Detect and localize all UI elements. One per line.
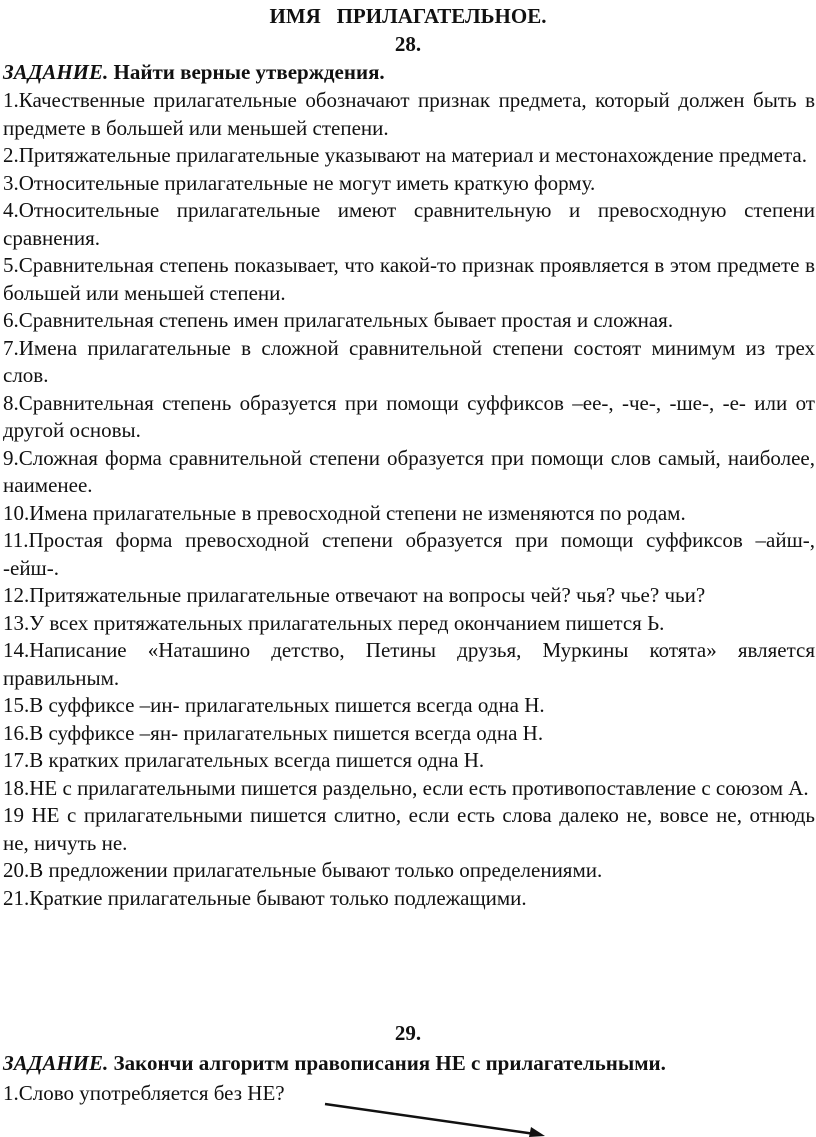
statement-item: 18.НЕ с прилагательными пишется раздельно, если есть противопоставление с союзом А. <box>3 775 809 800</box>
statement-item: 19 НЕ с прилагательными пишется слитно, если есть слова далеко не, вовсе не, отнюдь не, ничуть не. <box>3 803 815 855</box>
task-text: Закончи алгоритм правописания НЕ с прилагательными. <box>108 1051 666 1075</box>
arrow-head <box>529 1127 545 1137</box>
arrow-line <box>325 1104 535 1134</box>
statement-item: 10.Имена прилагательные в превосходной степени не изменяются по родам. <box>3 500 686 525</box>
statement-item: 7.Имена прилагательные в сложной сравнительной степени состоят минимум из трех слов. <box>3 335 815 387</box>
statement-item: 20.В предложении прилагательные бывают только определениями. <box>3 858 603 882</box>
statement-item: 17.В кратких прилагательных всегда пишется одна Н. <box>3 748 485 772</box>
statement-item: 11.Простая форма превосходной степени образуется при помощи суффиксов –айш-, -ейш-. <box>3 528 815 580</box>
statement-item: 8.Сравнительная степень образуется при помощи суффиксов –ее-, -че-, -ше-, -е- или от другой основы. <box>3 390 815 442</box>
statement-item: 3.Относительные прилагательные не могут иметь краткую форму. <box>3 170 596 195</box>
exercise-number-28: 28. <box>394 32 422 56</box>
task-label: ЗАДАНИЕ. <box>3 60 109 84</box>
statement-item: 4.Относительные прилагательные имеют сравнительную и превосходную степени сравнения. <box>3 198 815 250</box>
algorithm-step-1: 1.Слово употребляется без НЕ? <box>3 1081 285 1105</box>
task-label: ЗАДАНИЕ. <box>3 1051 109 1075</box>
statement-item: 15.В суффиксе –ин- прилагательных пишется всегда одна Н. <box>3 693 545 717</box>
statement-item: 13.У всех притяжательных прилагательных перед окончанием пишется Ь. <box>3 610 665 635</box>
statement-item: 5.Сравнительная степень показывает, что какой-то признак проявляется в этом предмете в большей или меньшей степени. <box>3 253 815 305</box>
document-title: ИМЯ ПРИЛАГАТЕЛЬНОЕ. <box>269 4 547 28</box>
statement-item: 6.Сравнительная степень имен прилагательных бывает простая и сложная. <box>3 308 674 332</box>
statement-item: 21.Краткие прилагательные бывают только подлежащими. <box>3 885 527 910</box>
statement-item: 1.Качественные прилагательные обозначают признак предмета, который должен быть в предмете в большей или меньшей степени. <box>3 88 815 140</box>
statement-item: 16.В суффиксе –ян- прилагательных пишется всегда одна Н. <box>3 720 544 745</box>
statement-item: 9.Сложная форма сравнительной степени образуется при помощи слов самый, наиболее, наименее. <box>3 445 815 497</box>
statement-item: 14.Написание «Наташино детство, Петины друзья, Муркины котята» является правильным. <box>3 638 815 690</box>
exercise-number-29: 29. <box>394 1021 422 1045</box>
statement-item: 2.Притяжательные прилагательные указывают на материал и местонахождение предмета. <box>3 143 807 167</box>
task-text: Найти верные утверждения. <box>108 60 385 84</box>
statement-item: 12.Притяжательные прилагательные отвечают на вопросы чей? чья? чье? чьи? <box>3 583 706 607</box>
